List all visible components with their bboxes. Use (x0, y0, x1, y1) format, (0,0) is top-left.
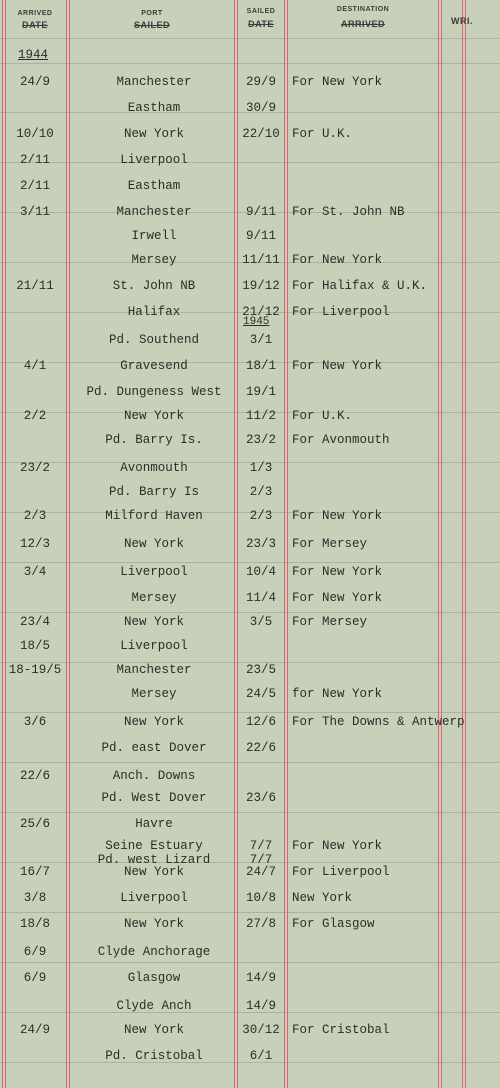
port-name: Irwell (131, 229, 177, 243)
log-row (0, 148, 500, 172)
arrived-date: 3/8 (23, 891, 47, 905)
sailed-date: 18/1 (245, 359, 276, 373)
destination: For Halifax & U.K. (292, 279, 428, 293)
log-row (0, 994, 500, 1018)
arrived-date: 10/10 (16, 127, 54, 141)
sailed-date: 14/9 (245, 971, 276, 985)
ruling-line (0, 762, 500, 763)
arrived-date: 3/6 (23, 715, 47, 729)
port-name: Pd. Barry Is (108, 485, 199, 499)
log-row (0, 764, 500, 788)
port-name: Gravesend (120, 359, 188, 373)
sailed-date: 2/3 (249, 509, 273, 523)
sailed-date: 3/1 (249, 333, 273, 347)
sailed-date: 9/11 (245, 205, 276, 219)
arrived-date: 22/6 (19, 769, 50, 783)
port-name: Liverpool (120, 153, 188, 167)
port-name: Liverpool (120, 639, 188, 653)
arrived-date: 2/11 (19, 179, 50, 193)
destination: For Cristobal (292, 1023, 390, 1037)
destination: For St. John NB (292, 205, 405, 219)
sailed-date: 10/8 (245, 891, 276, 905)
log-row (0, 96, 500, 120)
log-row (0, 428, 500, 452)
arrived-date: 16/7 (19, 865, 50, 879)
port-name: Manchester (116, 75, 192, 89)
log-row (0, 200, 500, 224)
port-name: New York (123, 1023, 184, 1037)
port-name: Eastham (127, 179, 181, 193)
port-name: Pd. west Lizard (97, 853, 211, 867)
sailed-date: 11/11 (242, 253, 280, 267)
arrived-date: 2/2 (23, 409, 47, 423)
log-row (0, 1018, 500, 1042)
sailed-date: 23/5 (245, 663, 276, 677)
sailed-date: 3/5 (249, 615, 273, 629)
log-row (0, 122, 500, 146)
sailed-date: 10/4 (245, 565, 276, 579)
sailed-date: 22/6 (245, 741, 276, 755)
destination: For New York (292, 359, 383, 373)
sailed-date: 23/3 (245, 537, 276, 551)
arrived-date: 25/6 (19, 817, 50, 831)
port-name: Manchester (116, 663, 192, 677)
log-row (0, 300, 500, 324)
year-1944-label: 1944 (18, 48, 49, 62)
port-name: Pd. Southend (108, 333, 199, 347)
destination: For New York (292, 591, 383, 605)
sailed-date: 21/12 (242, 305, 280, 319)
sailed-date: 30/9 (245, 101, 276, 115)
ruling-line (0, 63, 500, 64)
destination: For New York (292, 253, 383, 267)
log-row (0, 634, 500, 658)
arrived-date: 4/1 (23, 359, 47, 373)
log-row (0, 940, 500, 964)
log-row (0, 860, 500, 884)
sailed-date: 11/4 (245, 591, 276, 605)
port-name: Seine Estuary (105, 839, 203, 853)
port-name: Mersey (131, 687, 177, 701)
log-row (0, 248, 500, 272)
arrived-date: 18/5 (19, 639, 50, 653)
destination: For New York (292, 75, 383, 89)
port-name: New York (123, 127, 184, 141)
port-name: Pd. West Dover (101, 791, 207, 805)
sailed-date: 6/1 (249, 1049, 273, 1063)
port-name: Pd. east Dover (101, 741, 207, 755)
port-name: Mersey (131, 591, 177, 605)
log-row (0, 174, 500, 198)
port-name: Pd. Dungeness West (86, 385, 222, 399)
arrived-date: 6/9 (23, 945, 47, 959)
sailed-date: 30/12 (242, 1023, 280, 1037)
log-row (0, 966, 500, 990)
log-row (0, 710, 500, 734)
log-row (0, 504, 500, 528)
destination: New York (292, 891, 353, 905)
log-row (0, 328, 500, 352)
destination: For Avonmouth (292, 433, 390, 447)
port-name: St. John NB (112, 279, 196, 293)
port-name: Pd. Barry Is. (105, 433, 203, 447)
destination: For U.K. (292, 127, 353, 141)
log-row (0, 1044, 500, 1068)
arrived-date: 3/11 (19, 205, 50, 219)
arrived-date: 2/3 (23, 509, 47, 523)
log-row (0, 480, 500, 504)
destination: For Mersey (292, 615, 368, 629)
log-row (0, 812, 500, 836)
destination: For U.K. (292, 409, 353, 423)
ruling-line (0, 38, 500, 39)
sailed-date: 24/7 (245, 865, 276, 879)
header-wri: WRI. (451, 16, 473, 26)
log-row (0, 658, 500, 682)
destination: For New York (292, 509, 383, 523)
arrived-date: 21/11 (16, 279, 54, 293)
header-arrived: ARRIVED (17, 10, 53, 17)
sailed-date: 12/6 (245, 715, 276, 729)
destination: For Liverpool (292, 865, 390, 879)
arrived-date: 12/3 (19, 537, 50, 551)
header-arrived-date: DATE (22, 20, 48, 30)
arrived-date: 23/2 (19, 461, 50, 475)
arrived-date: 3/4 (23, 565, 47, 579)
sailed-date: 23/6 (245, 791, 276, 805)
log-row (0, 610, 500, 634)
header-destination-arrived: ARRIVED (340, 19, 385, 29)
destination: for New York (292, 687, 383, 701)
sailed-date: 29/9 (245, 75, 276, 89)
sailed-date: 27/8 (245, 917, 276, 931)
sailed-date: 22/10 (242, 127, 280, 141)
port-name: New York (123, 715, 184, 729)
year-1945-label: 1945 (243, 316, 270, 328)
port-name: New York (123, 615, 184, 629)
destination: For Liverpool (292, 305, 390, 319)
destination: For Glasgow (292, 917, 375, 931)
ledger-header (0, 0, 500, 38)
port-name: New York (123, 917, 184, 931)
port-name: Liverpool (120, 565, 188, 579)
port-name: Clyde Anchorage (97, 945, 211, 959)
arrived-date: 18/8 (19, 917, 50, 931)
sailed-date: 19/1 (245, 385, 276, 399)
sailed-date: 19/12 (242, 279, 280, 293)
log-row (0, 912, 500, 936)
sailed-date: 14/9 (245, 999, 276, 1013)
port-name: Clyde Anch (116, 999, 192, 1013)
log-row (0, 560, 500, 584)
header-port: PORT (141, 10, 163, 17)
port-name: New York (123, 537, 184, 551)
log-row (0, 404, 500, 428)
arrived-date: 23/4 (19, 615, 50, 629)
sailed-date: 24/5 (245, 687, 276, 701)
port-name: Glasgow (127, 971, 181, 985)
log-row (0, 274, 500, 298)
log-row (0, 354, 500, 378)
header-destination: DESTINATION (336, 6, 390, 13)
log-row (0, 380, 500, 404)
destination: For Mersey (292, 537, 368, 551)
arrived-date: 2/11 (19, 153, 50, 167)
sailed-date: 9/11 (245, 229, 276, 243)
destination: For The Downs & Antwerp (292, 715, 465, 729)
port-name: Pd. Cristobal (105, 1049, 203, 1063)
port-name: New York (123, 409, 184, 423)
sailed-date: 7/7 (249, 839, 273, 853)
log-row (0, 532, 500, 556)
destination: For New York (292, 565, 383, 579)
arrived-date: 24/9 (19, 75, 50, 89)
sailed-date: 7/7 (249, 853, 273, 867)
log-row (0, 586, 500, 610)
sailed-date: 2/3 (249, 485, 273, 499)
port-name: New York (123, 865, 184, 879)
port-name: Mersey (131, 253, 177, 267)
log-row (0, 786, 500, 810)
log-row (0, 736, 500, 760)
log-row (0, 224, 500, 248)
header-port-sailed: SAILED (133, 20, 170, 30)
log-row (0, 682, 500, 706)
log-row (0, 886, 500, 910)
sailed-date: 1/3 (249, 461, 273, 475)
port-name: Milford Haven (105, 509, 203, 523)
header-sailed: SAILED (246, 8, 276, 15)
sailed-date: 11/2 (245, 409, 276, 423)
sailed-date: 23/2 (245, 433, 276, 447)
arrived-date: 6/9 (23, 971, 47, 985)
log-row (0, 70, 500, 94)
header-sailed-date: DATE (248, 19, 274, 29)
port-name: Manchester (116, 205, 192, 219)
port-name: Liverpool (120, 891, 188, 905)
arrived-date: 18-19/5 (8, 663, 62, 677)
port-name: Eastham (127, 101, 181, 115)
port-name: Avonmouth (120, 461, 188, 475)
port-name: Halifax (127, 305, 181, 319)
destination: For New York (292, 839, 383, 853)
port-name: Havre (135, 817, 173, 831)
port-name: Anch. Downs (112, 769, 196, 783)
log-row (0, 456, 500, 480)
arrived-date: 24/9 (19, 1023, 50, 1037)
